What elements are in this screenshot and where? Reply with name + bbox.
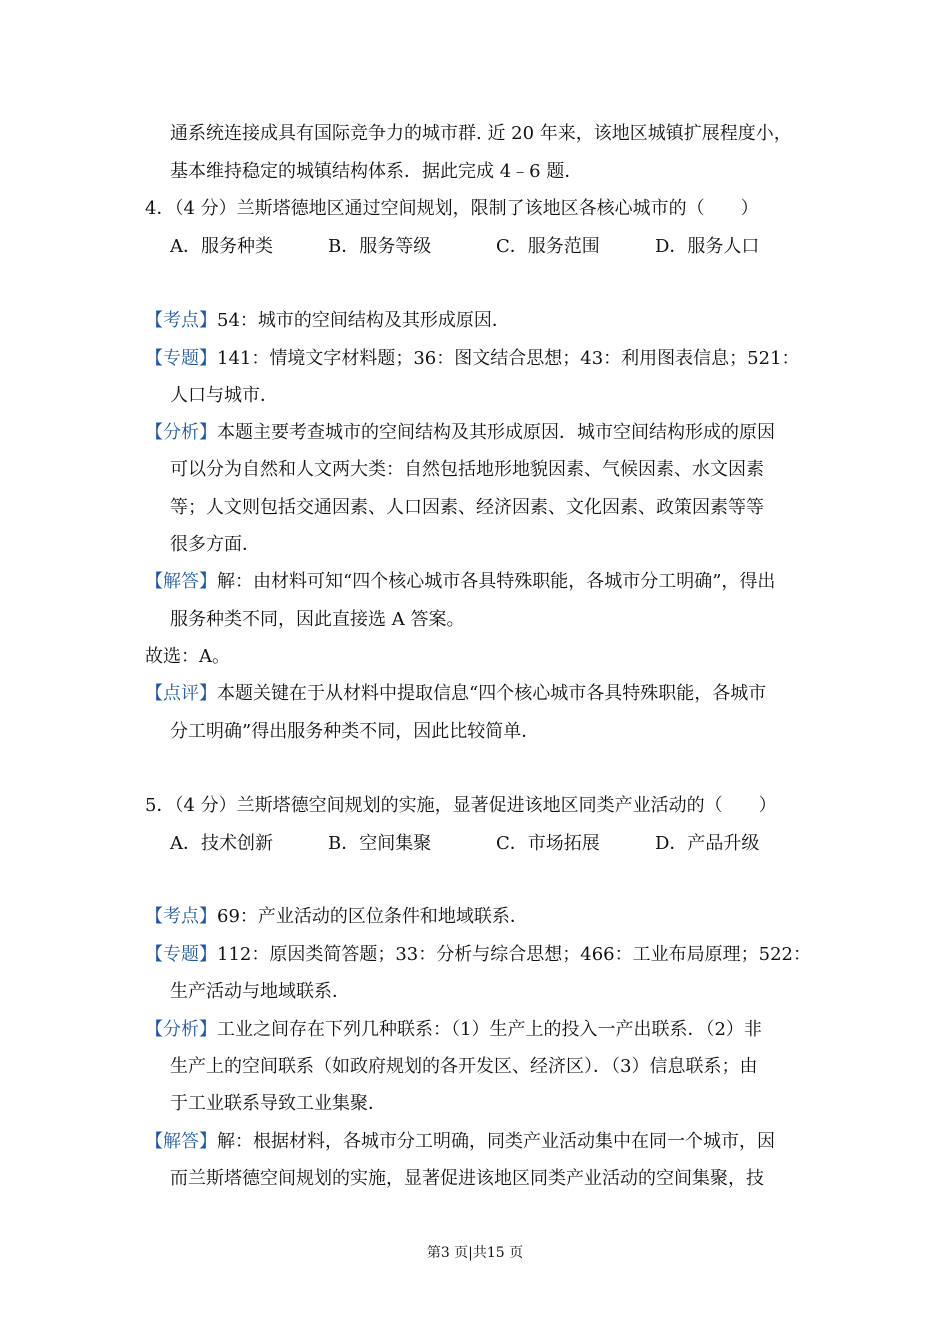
q4-option-a: A．服务种类 [170, 236, 273, 257]
q4-option-b: B．服务等级 [328, 236, 432, 257]
fenxi-tag: 【分析】 [145, 422, 217, 443]
q4-fenxi-cont-3: 很多方面． [170, 534, 260, 555]
q5-option-d: D．产品升级 [655, 833, 760, 854]
q5-jieda [145, 1130, 775, 1154]
zhuanti-tag: 【专题】 [145, 348, 217, 369]
jieda-tag: 【解答】 [145, 1131, 217, 1152]
jieda-text: 解：由材料可知“四个核心城市各具特殊职能，各城市分工明确”，得出 [217, 571, 776, 592]
q4-jieda-cont: 服务种类不同，因此直接选 A 答案。 [170, 609, 465, 630]
q4-answer: 故选：A。 [145, 646, 230, 667]
q4-option-c: C．服务范围 [496, 236, 600, 257]
fenxi-tag: 【分析】 [145, 1019, 217, 1040]
q5-kaodian [145, 905, 528, 929]
q4-zhuanti-cont: 人口与城市． [170, 385, 278, 406]
q4-jieda [145, 570, 775, 594]
q5-option-a: A．技术创新 [170, 833, 273, 854]
kaodian-tag: 【考点】 [145, 906, 217, 927]
intro-line-1: 通系统连接成具有国际竞争力的城市群. 近 20 年来，该地区城镇扩展程度小， [170, 123, 792, 144]
fenxi-text: 工业之间存在下列几种联系：（1）生产上的投入一产出联系．（2）非 [217, 1019, 762, 1040]
kaodian-text: 69：产业活动的区位条件和地域联系． [217, 906, 528, 927]
question-4-stem: 4．（4 分）兰斯塔德地区通过空间规划，限制了该地区各核心城市的（ ） [145, 198, 759, 219]
q5-option-c: C．市场拓展 [496, 833, 600, 854]
q4-option-d: D．服务人口 [655, 236, 760, 257]
q5-zhuanti [145, 943, 811, 967]
jieda-tag: 【解答】 [145, 571, 217, 592]
zhuanti-text: 112：原因类简答题；33：分析与综合思想；466：工业布局原理；522： [217, 944, 811, 965]
q5-option-b: B．空间集聚 [328, 833, 432, 854]
zhuanti-tag: 【专题】 [145, 944, 217, 965]
dianping-text: 本题关键在于从材料中提取信息“四个核心城市各具特殊职能，各城市 [217, 683, 767, 704]
page-footer: 第3 页|共15 页 [426, 1245, 524, 1261]
q4-dianping-cont: 分工明确”得出服务种类不同，因此比较简单． [170, 721, 540, 742]
intro-line-2: 基本维持稳定的城镇结构体系．据此完成 4﹣6 题． [170, 161, 583, 182]
q5-zhuanti-cont: 生产活动与地域联系． [170, 981, 350, 1002]
fenxi-text: 本题主要考查城市的空间结构及其形成原因．城市空间结构形成的原因 [217, 422, 775, 443]
q4-kaodian [145, 309, 510, 333]
kaodian-text: 54：城市的空间结构及其形成原因． [217, 310, 510, 331]
jieda-text: 解：根据材料，各城市分工明确，同类产业活动集中在同一个城市，因 [217, 1131, 775, 1152]
kaodian-tag: 【考点】 [145, 310, 217, 331]
q4-fenxi-cont-1: 可以分为自然和人文两大类：自然包括地形地貌因素、气候因素、水文因素 [170, 459, 764, 480]
q4-fenxi-cont-2: 等；人文则包括交通因素、人口因素、经济因素、文化因素、政策因素等等 [170, 497, 764, 518]
dianping-tag: 【点评】 [145, 683, 217, 704]
question-5-stem: 5．（4 分）兰斯塔德空间规划的实施，显著促进该地区同类产业活动的（ ） [145, 795, 777, 816]
q4-zhuanti [145, 347, 800, 371]
q4-dianping [145, 682, 766, 706]
q5-fenxi-cont-1: 生产上的空间联系（如政府规划的各开发区、经济区）．（3）信息联系；由 [170, 1056, 758, 1077]
q4-fenxi [145, 421, 775, 445]
q5-fenxi-cont-2: 于工业联系导致工业集聚． [170, 1093, 386, 1114]
q5-fenxi [145, 1018, 762, 1042]
q5-jieda-cont: 而兰斯塔德空间规划的实施，显著促进该地区同类产业活动的空间集聚，技 [170, 1168, 764, 1189]
zhuanti-text: 141：情境文字材料题；36：图文结合思想；43：利用图表信息；521： [217, 348, 800, 369]
